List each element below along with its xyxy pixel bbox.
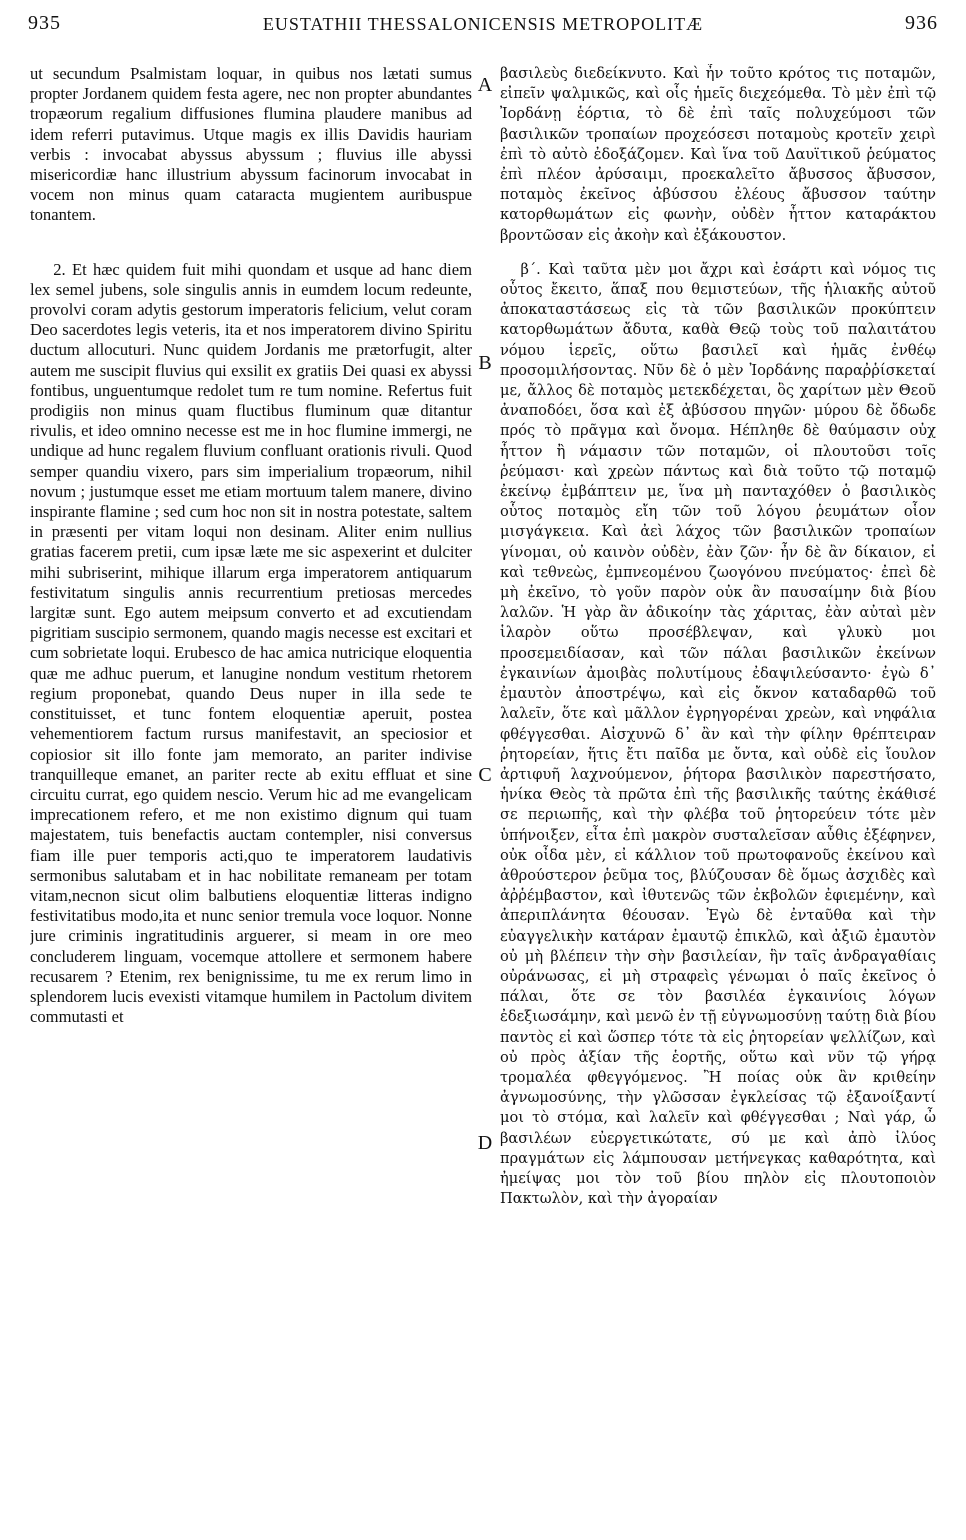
running-title: EUSTATHII THESSALONICENSIS METROPOLITÆ xyxy=(262,14,704,34)
paragraph-gap xyxy=(500,246,936,260)
margin-marker-a: A xyxy=(477,74,493,96)
page-header xyxy=(28,12,938,42)
page-number-left: 935 xyxy=(28,12,61,34)
greek-column xyxy=(500,64,936,1522)
margin-marker-d: D xyxy=(477,1132,493,1154)
margin-marker-c: C xyxy=(478,764,492,786)
latin-paragraph-1: ut secundum Psalmistam loquar, in quibus nos lætati sumus propter Jordanem quidem festa agere, nec non propter abundantes tropæorum regalium diffusiones flumina plaudere manibus ad idem referri putavimus. Utque magis ex illis Davidis hauriam verbis : invocabat abyssus abyssum ; fluvius ille abyssi misericordiæ hanc illustrium abyssum facinorum invocabat in vocem non minus quam cataracta mugientem auribuspue tonantem. xyxy=(30,64,472,225)
greek-paragraph-2: β΄. Καὶ ταῦτα μὲν μοι ἄχρι καὶ ἐσάρτι καὶ νόμος τις οὗτος ἔκειτο, ἅπαξ που θεμιστεύων, τῆς ἡλιακῆς αὐτοῦ ἀποκαταστάσεως εἰς τὰ τῶν βασιλικῶν προκύπτειν κατορθωμάτων ἄδυτα, καθὰ Θεῷ τοὺς τοῦ παλαιτάτου νόμου ἱερεῖς, οὕτω βασιλεῖ καὶ ἡμᾶς ἐνθέῳ προσομιλήσοντας. Νῦν δὲ ὁ μὲν Ἰορδάνης παραῤῥίσκεταί με, ἄλλος δὲ ποταμὸς μετεκδέχεται, ὃς χαρίτων μὲν Θεοῦ ἀναποδόει, ὅσα καὶ ἐξ ἀβύσσου πηγῶν· μύρου δὲ ὄδωδε πρός τὸ πρᾶγμα καὶ ὄνομα. Ηέπληθε δὲ θαύμασιν οὐχ ἧττον ἢ νάμασιν τῶν ποταμῶν, οἱ πλουτοῦσι τοῖς ῥεύμασι· καὶ χρεὼν πάντως καὶ διὰ τοῦτο τῷ ποταμῷ ἐκείνῳ ἐμβάπτειν με, ἵνα μὴ πανταχόθεν ὁ βασιλικὸς οὗτος ποταμὸς εἴη τῶν τοῦ λόγου ῥευμάτων οἷον μισγάγκεια. Καὶ ἀεὶ λάχος τῶν βασιλικῶν τροπαίων γίνομαι, οὐ καινὸν οὐδὲν, ἐὰν ζῶν· ἦν δὲ ἂν δίκαιον, εἰ καὶ τεθνεὼς, ἐμπνεομένου ζωογόνου πνεύματος· ἐπεὶ δὲ μὴ ἐκεῖνο, τὸ γοῦν παρὸν οὐκ ἂν παυσαίμην διὰ βίου λαλῶν. Ἡ γὰρ ἂν ἀδικοίην τὰς χάριτας, ἐὰν αὐταὶ μὲν ἱλαρὸν οὕτω προσέβλεψαν, καὶ γλυκὺ μοι προσεμειδίασαν, καὶ τῶν πάλαι βασιλικῶν ἐκείνων ἐγκαινίων ἀμοιβὰς πολυτίμους ἐδαψιλεύσαντο· ἐγὼ δ᾽ ἐμαυτὸν ἀποστρέψω, καὶ εἰς ὄκνον καταδαρθῶ τοῦ λαλεῖν, ὅτε καὶ μᾶλλον ἐγρηγορέναι χρεὼν, καὶ νηφάλια φθέγγεσθαι. Αἰσχυνῶ δ᾽ ἂν καὶ τὴν φίλην θρέπτειραν ῥητορείαν, ἥτις ἔτι παῖδα με ὄντα, καὶ οὐδὲ εἰς ἴουλον ἀρτιφυῆ λαχνούμενον, ῥήτορα βασιλικὸν παρεστήσατο, ἡνίκα Θεὸς τὰ πρῶτα ἐπὶ τῆς βασιλικῆς ταύτης ἐκάθισέ σε περιωπῆς, καὶ τὴν φλέβα τοῦ ῥητορεύειν τότε μὲν ὑπήνοιξεν, εἶτα ἐπὶ μακρὸν συσταλεῖσαν αὖθις ἐξέφηνεν, οὐκ οἶδα μὲν, εἰ κάλλιον τοῦ πρωτοφανοῦς ἐκείνου καὶ ἀθρούστερον ῥεῦμα τος, βλύζουσαν δὲ ὅμως ἀσχιδὲς καὶ ἀῤῥέμβαστον, καὶ ἰθυτενῶς τῶν ἐκβολῶν ἐφιεμένην, καὶ ἀπεριπλάνητα θέουσαν. Ἐγὼ δὲ ἐνταῦθα καὶ τὴν εὐαγγελικὴν κατάραν ἐμαυτῷ ἐπικλῶ, καὶ ἀξιῶ ἐμαυτὸν οὐ μὴ βλέπειν τὴν σὴν βασιλείαν, ἣν ταῖς ἀνδραγαθίαις οὐράνωσας, εἰ μὴ στραφεὶς γένωμαι ὁ παῖς ἐκεῖνος ὁ πάλαι, ὅτε σε τὸν βασιλέα ἐγκαινίοις λόγων ἐδεξιωσάμην, καὶ μενῶ ἐν τῇ εὐγνωμοσύνῃ ταύτῃ διὰ βίου παντὸς εἰ καὶ ὥσπερ τότε τὰ εἰς ῥητορείαν ψελλίζων, καὶ οὐ πρὸς ἀξίαν τῆς ἑορτῆς, οὕτω καὶ νῦν τῷ γήρᾳ τρομαλέα φθεγγόμενος. Ἢ ποίας οὐκ ἂν κριθείην ἀγνωμοσύνης, τὴν γλῶσσαν ἐγκλείσας τῷ ἐξανοίξαντί μοι τὸ στόμα, καὶ λαλεῖν καὶ φθέγγεσθαι ; Ναὶ γάρ, ὦ βασιλέων εὐεργετικώτατε, σύ με καὶ ἀπὸ ἰλύος πραγμάτων εἰς λάμπουσαν μετήνεγκας καθαρότητα, καὶ ἠμείψας μοι τὸν τοῦ βίου πηλὸν εἰς πλουτοποιὸν Πακτωλὸν, καὶ τὴν ἀγοραίαν xyxy=(500,260,936,1208)
page-number-right: 936 xyxy=(905,12,938,34)
margin-marker-b: B xyxy=(478,352,492,374)
paragraph-gap xyxy=(30,226,472,260)
latin-column xyxy=(30,64,472,1522)
latin-paragraph-2: 2. Et hæc quidem fuit mihi quondam et usque ad hanc diem lex semel jubens, sole singulis annis in eumdem locum redeunte, provolvi coram adytis gestorum imperatoris felicium, velut coram Deo sacerdotes legis veteris, ita et nos imperatorem divino Spiritu ductum allocuturi. Nunc quidem Jordanis me prætorfugit, alter autem me suscipit fluvius qui exsilit ex gratiis Dei quasi ex abyssi fontibus, unguentumque redolet tum re tum nomine. Refertus fuit prodigiis non minus quam fluctibus fluminum quæ ditantur rivulis, et ideo omnino necesse est me in hoc flumine immergi, ne undique ad hunc regalem fluvium confluant orationis rivuli. Quod semper quandiu vixero, pars sim imperialium tropæorum, nihil novum ; justumque esset me etiam mortuum talem manere, divino inspirante flamine ; sed cum hoc non sit in nostra potestate, saltem in præsenti per vitam loqui non desinam. Aliter enim nullius gratias facerem pretii, cum ipsæ læte me sic aspexerint et dulciter mihi subriserint, mihique illarum erga imperatorem antiquarum festivitatum singulis annis recurrentium pretiosas mercedes largitæ sunt. Ego autem meipsum converto et ad excutiendam pigritiam suscipio sermonem, quando magis necesse est excitari et cum sobrietate loqui. Erubesco de hac amica nutricique eloquentia quæ me adhuc puerum, et lanugine nondum vestitum rhetorem regium proponebat, quando Deus nuper in illa sede te constituisset, et tunc fontem eloquentiæ aperuit, postea vehementiorem factum rursus manifestavit, an speciosior et copiosior sit illo fonte jam memorato, an pariter indivise tranquilleque emanet, an pariter recte ab exitu effluat et sine circuitu currat, ego quidem nescio. Verum hic ad me evangelicam imprecationem refero, et me non existimo dignum qui tuam majestatem, tuis benefactis auctam contempler, nisi conversus fiam ille puer temporis acti,quo te imperatorem laudativis sermonibus salutabam et in hac nobilitate remaneam per totam vitam,necnon sicut olim balbutiens eloquentiæ litteras indigno festivitatibus modo,ita et nunc senior tremula voce loquor. Nonne jure criminis ingratitudinis arguerer, si meam in ore meo concluderem linguam, vocemque attollere et sermonem habere recusarem ? Etenim, rex benignissime, tu me ex rerum limo in splendorem lucis evexisti vitamque humilem in Pactolum divitem commutasti et xyxy=(30,259,472,1027)
greek-paragraph-1: βασιλεὺς διεδείκνυτο. Καὶ ἦν τοῦτο κρότος τις ποταμῶν, εἰπεῖν ψαλμικῶς, καὶ οἷς ἡμεῖς διεχεόμεθα. Τὸ μὲν ἐπὶ τῷ Ἰορδάνῃ ἑόρτια, τὸ δὲ ἐπὶ ταῖς πολυχεύμοσι τῶν βασιλικῶν τροπαίων προχεόσεσι ποταμοὺς κροτεῖν χειρὶ ἐπὶ τὸ αὐτὸ ἐδοξάζομεν. Καὶ ἵνα τοῦ Δαυϊτικοῦ ῥεύματος ἐπὶ πλέον ἀρύσαιμι, προεκαλεῖτο ἄβυσσος ἄβυσσον, ποταμὸς ἐκεῖνος ἀβύσσου ἐλέους ἄβυσσον ταύτην κατορθωμάτων εἰς φωνὴν, οὐδὲν ἧττον καταράκτου βροντῶσαν εἰς ἀκοὴν καὶ ἐξάκουστον. xyxy=(500,65,936,244)
